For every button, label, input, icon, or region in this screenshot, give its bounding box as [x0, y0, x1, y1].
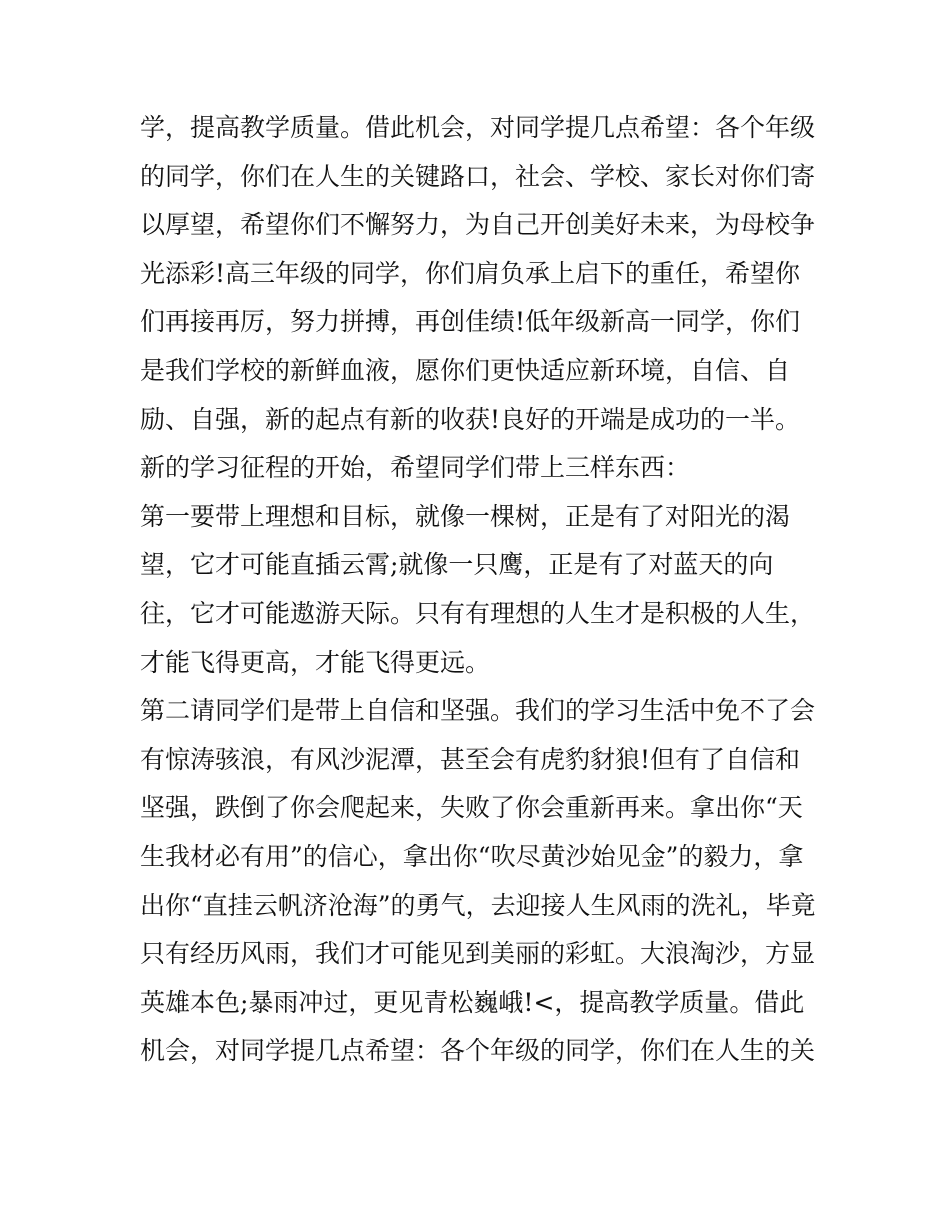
text-line: 学，提高教学质量。借此机会，对同学提几点希望：各个年级 — [140, 113, 816, 142]
text-line: 第一要带上理想和目标，就像一棵树，正是有了对阳光的渴 — [140, 501, 791, 531]
text-line: 有惊涛骇浪，有风沙泥潭，甚至会有虎豹豺狼!但有了自信和 — [140, 744, 801, 774]
text-line: 新的学习征程的开始，希望同学们带上三样东西： — [140, 453, 691, 483]
text-line: 只有经历风雨，我们才可能见到美丽的彩虹。大浪淘沙，方显 — [140, 939, 816, 969]
text-line: 才能飞得更高，才能飞得更远。 — [140, 647, 491, 677]
document-body — [140, 104, 820, 1076]
text-line: 们再接再厉，努力拼搏，再创佳绩!低年级新高一同学，你们 — [140, 307, 801, 337]
text-line: 往，它才可能遨游天际。只有有理想的人生才是积极的人生， — [140, 598, 816, 628]
text-line: 以厚望，希望你们不懈努力，为自己开创美好未来，为母校争 — [140, 210, 816, 240]
text-line: 是我们学校的新鲜血液，愿你们更快适应新环境，自信、自 — [140, 355, 791, 385]
text-line: 第二请同学们是带上自信和坚强。我们的学习生活中免不了会 — [140, 696, 816, 726]
text-line: 坚强，跌倒了你会爬起来，失败了你会重新再来。拿出你“天 — [140, 793, 803, 823]
text-line: 出你“直挂云帆济沧海”的勇气，去迎接人生风雨的洗礼，毕竟 — [140, 890, 816, 920]
text-line: 励、自强，新的起点有新的收获!良好的开端是成功的一半。 — [140, 404, 801, 434]
text-line: 生我材必有用”的信心，拿出你“吹尽黄沙始见金”的毅力，拿 — [140, 841, 804, 871]
text-line: 光添彩!高三年级的同学，你们肩负承上启下的重任，希望你 — [140, 258, 801, 288]
text-line: 望，它才可能直插云霄;就像一只鹰，正是有了对蓝天的向 — [140, 550, 774, 580]
text-line: 的同学，你们在人生的关键路口，社会、学校、家长对你们寄 — [140, 161, 816, 191]
text-line: 机会，对同学提几点希望：各个年级的同学，你们在人生的关 — [140, 1036, 816, 1066]
text-line: 英雄本色;暴雨冲过，更见青松巍峨!<，提高教学质量。借此 — [140, 987, 805, 1017]
